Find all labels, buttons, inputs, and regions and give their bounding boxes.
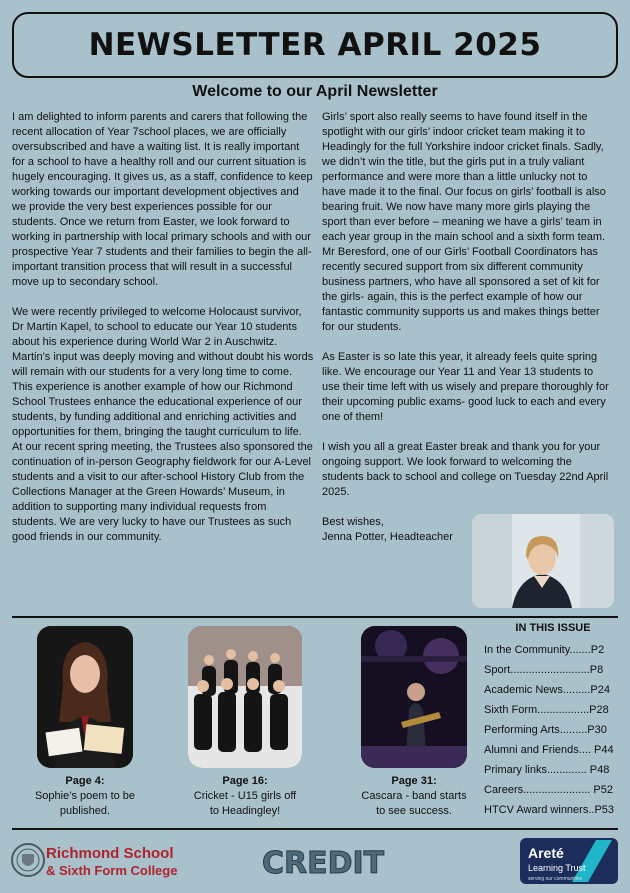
article-paragraph: As Easter is so late this year, it already feels quite spring like. We encourage our Year 11 and Year 13 students to use their time left with us wisely and prepare thoroughly for their upcoming public exams- good luck to each and every one of them! <box>322 351 609 423</box>
masthead <box>12 12 618 78</box>
feature-caption-line: to see success. <box>376 805 452 817</box>
article-paragraph: I am delighted to inform parents and carers that following the recent allocation of Year 7school places, we are officially oversubscribed and have a waiting list. It is really important for a school to have a healthy roll and our current situation is hugely encouraging. It gives us, as a staff, confidence to keep working towards our important development objectives and we provide the very best experiences possible for our students. Once we return from Easter, we look forward to working in partnership with local primary schools and with our prospective Year 7 students and their families to begin the all-important transition process that will result in a successful move up to secondary school. <box>12 111 313 288</box>
newsletter-title: NEWSLETTER APRIL 2025 <box>88 27 542 63</box>
arete-trust-logo <box>520 838 618 884</box>
feature-caption-line: to Headingley! <box>209 805 281 817</box>
feature-page: Page 31: <box>391 775 437 787</box>
toc-item[interactable]: Performing Arts.........P30 <box>484 724 607 736</box>
toc-item[interactable]: In the Community.......P2 <box>484 644 605 656</box>
signature: Jenna Potter, Headteacher <box>322 531 453 543</box>
feature-page: Page 16: <box>222 775 268 787</box>
welcome-heading: Welcome to our April Newsletter <box>192 83 438 100</box>
toc-item[interactable]: Sport..........................P8 <box>484 664 604 676</box>
trust-subtitle: Learning Trust <box>528 863 586 873</box>
signoff: Best wishes, <box>322 516 384 528</box>
footer-logos <box>0 828 630 893</box>
trust-tagline: serving our communities <box>528 876 583 882</box>
toc-item[interactable]: HTCV Award winners..P53 <box>484 804 615 816</box>
feature-caption-line: Sophie’s poem to be <box>34 790 136 802</box>
feature-caption-line: Cascara - band starts <box>361 790 467 802</box>
in-this-issue <box>484 622 622 820</box>
toc-item[interactable]: Sixth Form.................P28 <box>484 704 609 716</box>
article-right-column <box>322 110 612 545</box>
feature-photo-band[interactable] <box>361 626 467 768</box>
toc-item[interactable]: Primary links............. P48 <box>484 764 610 776</box>
headteacher-photo <box>472 514 614 608</box>
footer <box>0 828 630 893</box>
trust-name: Areté <box>528 845 564 861</box>
feature-caption-cricket <box>180 774 310 819</box>
school-crest-icon <box>12 844 44 876</box>
school-name-line2: & Sixth Form College <box>46 863 178 878</box>
feature-caption-poem <box>30 774 140 819</box>
credit-logo: CREDIT <box>262 846 385 881</box>
article-paragraph: Girls’ sport also really seems to have found itself in the spotlight with our girls’ indoor cricket team making it to Headingly for the full Yorkshire indoor cricket finals. Sadly, we didn’t win the title, but the girls put in a truly valiant performance and were more than a little unlucky not to have made it to the final. Our focus on girls’ football is also bearing fruit. We now have many more girls playing the sport than ever before – meaning we have a girls’ team in each year group in the main school and a sixth form team. Mr Beresford, one of our Girls’ Football Coordinators has recently secured support from six different community business partners, who have all sponsored a set of kit for the girls- again, this is the perfect example of how our fantastic community supports us and makes things better for our students. <box>322 111 606 333</box>
toc-item[interactable]: Academic News.........P24 <box>484 684 610 696</box>
toc-item[interactable]: Alumni and Friends.... P44 <box>484 744 614 756</box>
toc-heading: IN THIS ISSUE <box>515 622 591 634</box>
feature-photo-cricket[interactable] <box>188 626 302 768</box>
feature-photo-poem[interactable] <box>37 626 133 768</box>
article-left-column <box>12 110 314 560</box>
toc-item[interactable]: Careers...................... P52 <box>484 784 613 796</box>
article-paragraph: We were recently privileged to welcome Holocaust survivor, Dr Martin Kapel, to school to educate our Year 10 students about his experience during World War 2 in Auschwitz. Martin’s input was deeply moving and without doubt his words will remain with our students for a very long time to come. This experience is another example of how our Richmond School Trustees enhance the educational experience of our students, by funding additional and enriching activities and opportunities for them, bringing the taught curriculum to life. At our recent spring meeting, the Trustees also sponsored the continuation of in-person Geography fieldwork for our A-Level students and a visit to our after-school History Club from the Collections Manager at the Green Howards’ Museum, in addition to supporting many individual requests from students. We are very lucky to have our Trustees as such good friends in our community. <box>12 306 314 543</box>
article-paragraph: I wish you all a great Easter break and thank you for your ongoing support. We look forward to welcoming the students back to school and college on Tuesday 22nd April 2025. <box>322 441 609 498</box>
section-divider <box>12 616 618 618</box>
feature-caption-line: Cricket - U15 girls off <box>193 790 297 802</box>
feature-caption-line: published. <box>59 805 111 817</box>
feature-page: Page 4: <box>65 775 105 787</box>
school-name-line1: Richmond School <box>46 845 174 862</box>
feature-caption-band <box>350 774 478 819</box>
